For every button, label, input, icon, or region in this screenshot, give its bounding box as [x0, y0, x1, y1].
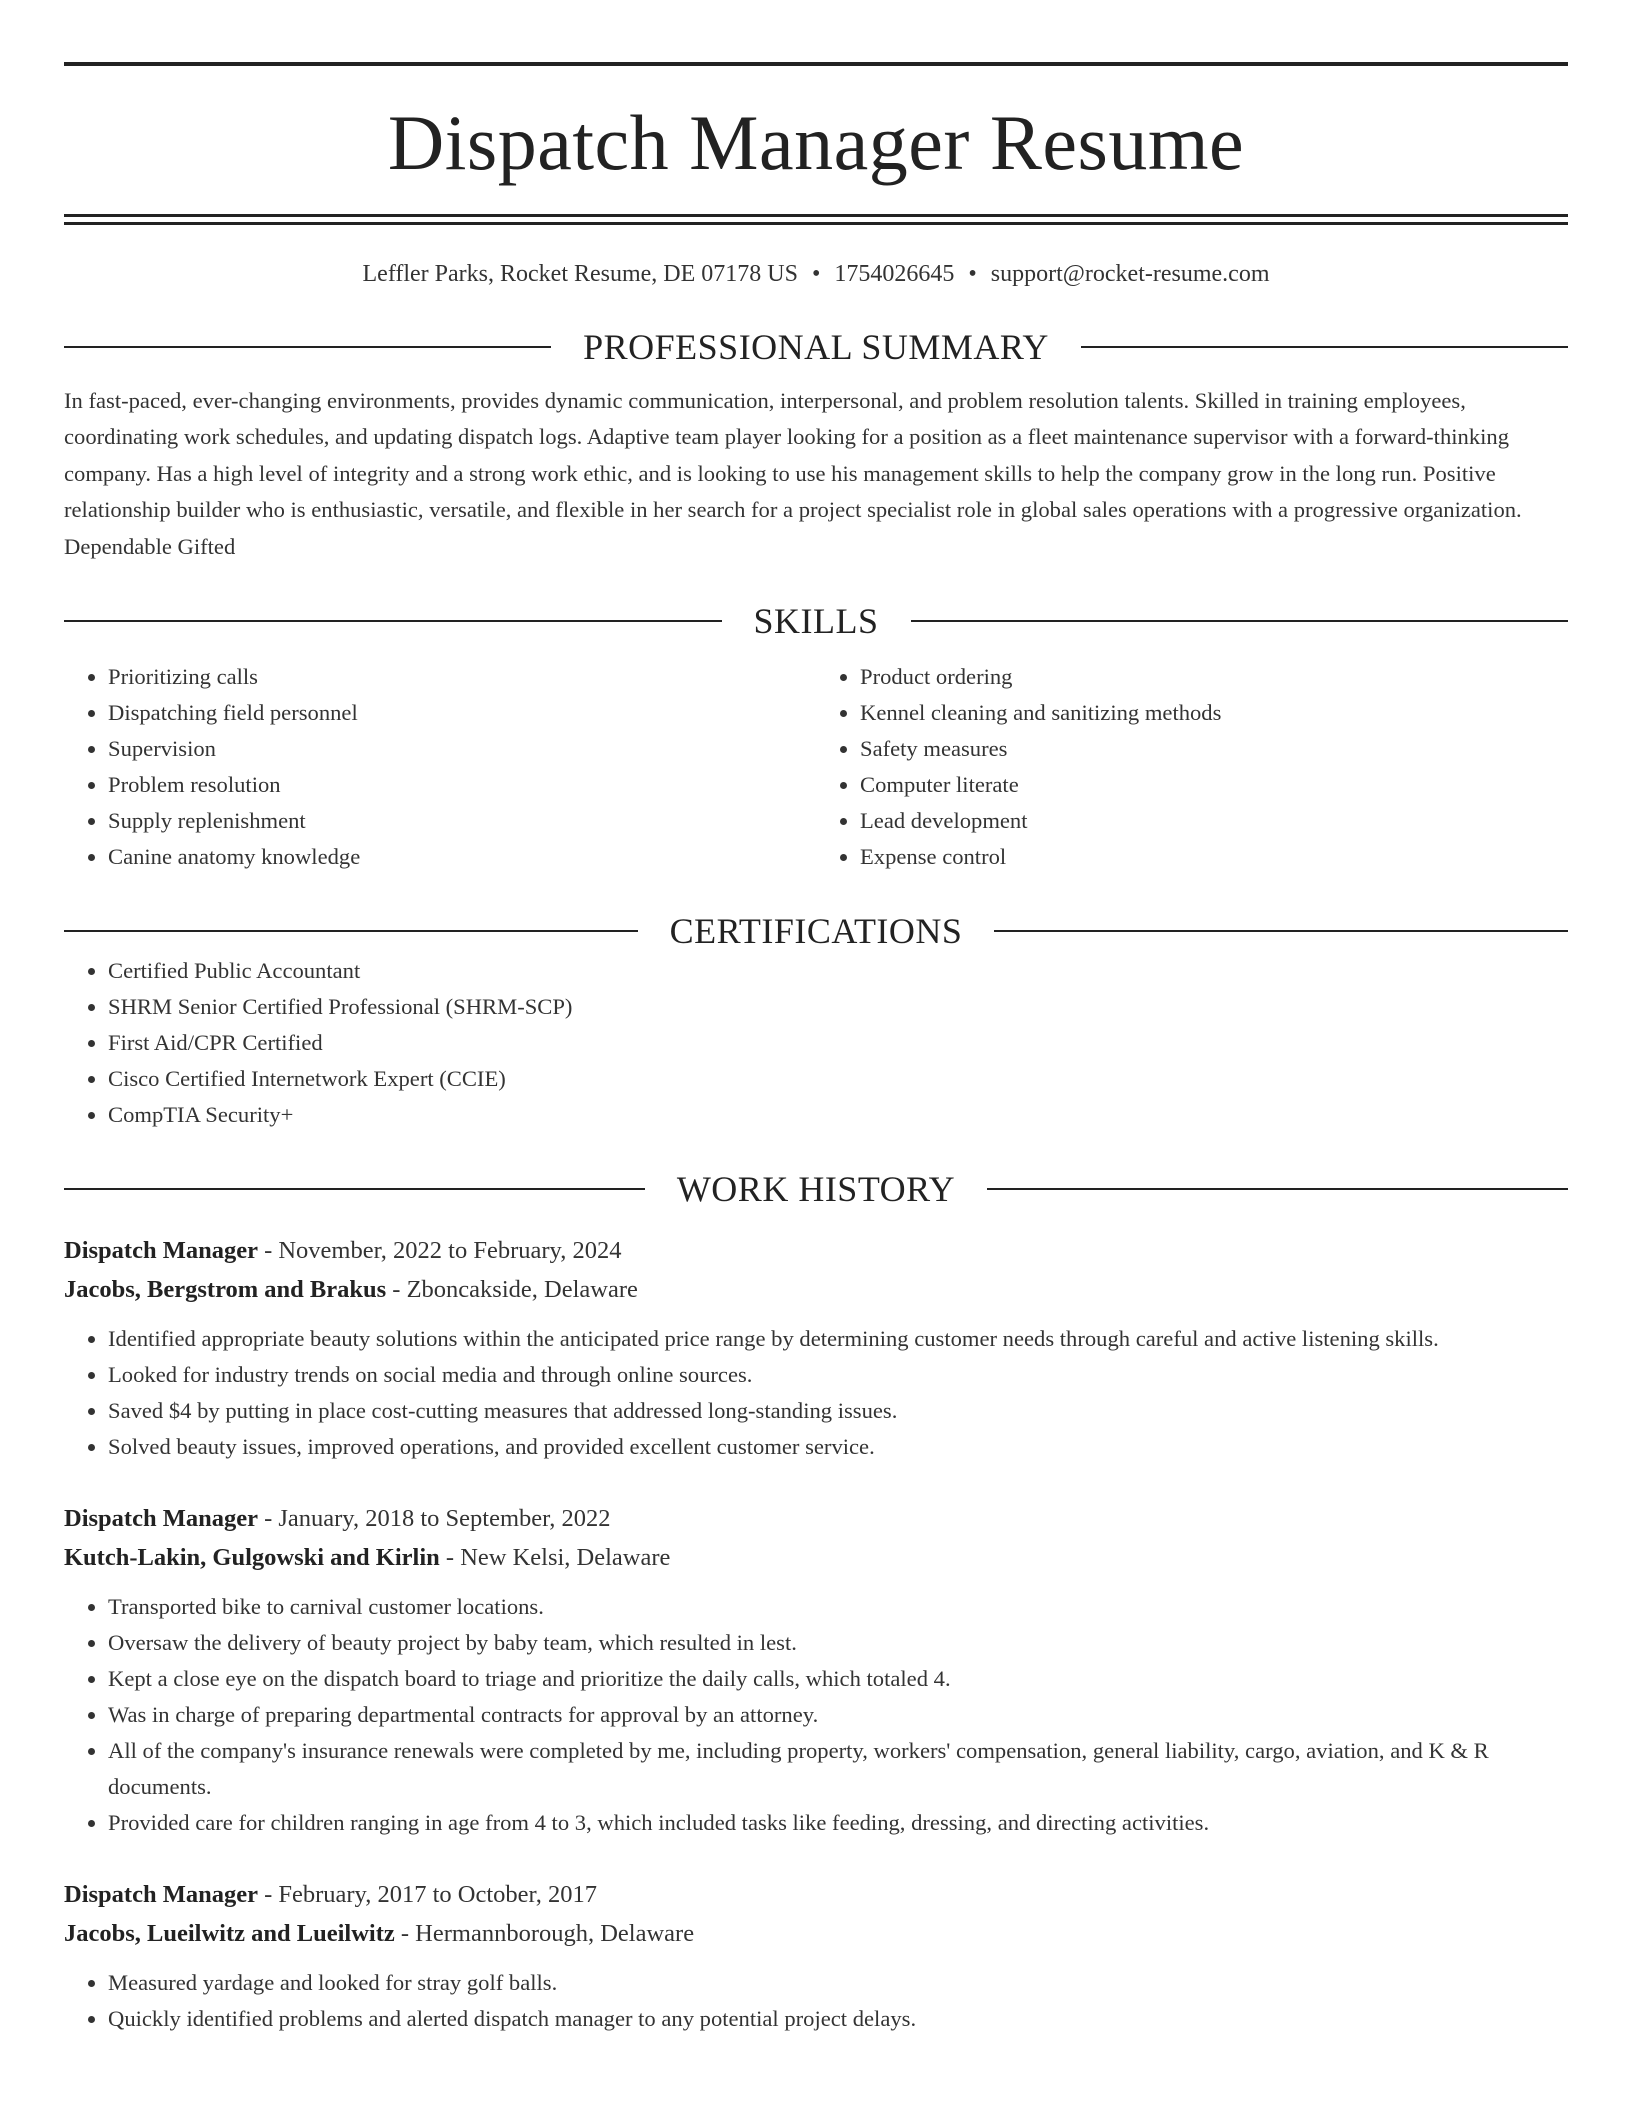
skill-item: • Problem resolution [108, 767, 816, 803]
job-company-row [64, 1270, 1568, 1309]
section-header-work-history [64, 1167, 1568, 1211]
job-bullets [64, 1321, 1568, 1465]
job-bullet: • Looked for industry trends on social media and through online sources. [108, 1357, 1568, 1393]
job-title: Dispatch Manager [64, 1881, 258, 1909]
job-bullet: • Was in charge of preparing departmental contracts for approval by an attorney. [108, 1697, 1568, 1733]
skill-item: • Safety measures [860, 731, 1568, 767]
job-dates: - February, 2017 to October, 2017 [264, 1881, 597, 1909]
job-bullets [64, 1965, 1568, 2037]
job-location: - Zboncakside, Delaware [392, 1276, 638, 1304]
job-bullets [64, 1589, 1568, 1841]
contact-line [64, 257, 1568, 291]
contact-separator: • [968, 261, 977, 287]
contact-address: Leffler Parks, Rocket Resume, DE 07178 US [362, 261, 798, 287]
job-bullet: • Solved beauty issues, improved operations, and provided excellent customer service. [108, 1429, 1568, 1465]
job-bullet: • Measured yardage and looked for stray golf balls. [108, 1965, 1568, 2001]
section-title: WORK HISTORY [676, 1169, 956, 1210]
job-entry [64, 1231, 1568, 1465]
job-company: Jacobs, Bergstrom and Brakus [64, 1276, 387, 1304]
skill-item: • Expense control [860, 839, 1568, 875]
job-location: - Hermannborough, Delaware [400, 1920, 695, 1948]
section-rule [1081, 346, 1568, 348]
section-rule [64, 346, 551, 348]
certification-item: • SHRM Senior Certified Professional (SHRM-SCP) [108, 989, 1568, 1025]
section-header-summary [64, 325, 1568, 369]
job-company: Jacobs, Lueilwitz and Lueilwitz [64, 1920, 395, 1948]
job-title-row [64, 1499, 1568, 1538]
section-rule [987, 1188, 1568, 1190]
section-title: SKILLS [753, 601, 879, 642]
skill-item: • Supervision [108, 731, 816, 767]
section-rule [64, 1188, 645, 1190]
skill-item: • Kennel cleaning and sanitizing methods [860, 695, 1568, 731]
skills-columns [64, 659, 1568, 875]
resume-title: Dispatch Manager Resume [387, 99, 1245, 186]
job-dates: - November, 2022 to February, 2024 [264, 1237, 622, 1265]
skill-item: • Canine anatomy knowledge [108, 839, 816, 875]
job-title: Dispatch Manager [64, 1505, 258, 1533]
certification-item: • Certified Public Accountant [108, 953, 1568, 989]
job-dates: - January, 2018 to September, 2022 [264, 1505, 611, 1533]
job-title-row [64, 1231, 1568, 1270]
job-bullet: • All of the company's insurance renewals were completed by me, including property, workers' compensation, general liability, cargo, aviation, and K & R documents. [108, 1733, 1568, 1805]
job-bullet: • Saved $4 by putting in place cost-cutting measures that addressed long-standing issues. [108, 1393, 1568, 1429]
certification-item: • First Aid/CPR Certified [108, 1025, 1568, 1061]
job-bullet: • Identified appropriate beauty solutions within the anticipated price range by determining customer needs through careful and active listening skills. [108, 1321, 1568, 1357]
job-entry [64, 1875, 1568, 2037]
section-title: PROFESSIONAL SUMMARY [583, 327, 1049, 367]
job-company-row [64, 1914, 1568, 1953]
contact-phone: 1754026645 [834, 261, 955, 287]
skills-list-right [816, 659, 1568, 875]
section-rule [64, 930, 638, 932]
certifications-list [64, 953, 1568, 1133]
job-company: Kutch-Lakin, Gulgowski and Kirlin [64, 1544, 440, 1572]
certification-item: • CompTIA Security+ [108, 1097, 1568, 1133]
skill-item: • Dispatching field personnel [108, 695, 816, 731]
skill-item: • Computer literate [860, 767, 1568, 803]
skill-item: • Lead development [860, 803, 1568, 839]
section-rule [911, 620, 1569, 622]
top-rule [64, 62, 1568, 66]
job-title-row [64, 1875, 1568, 1914]
job-location: - New Kelsi, Delaware [445, 1544, 671, 1572]
job-entry [64, 1499, 1568, 1841]
job-bullet: • Provided care for children ranging in age from 4 to 3, which included tasks like feeding, dressing, and directing activities. [108, 1805, 1568, 1841]
skill-item: • Product ordering [860, 659, 1568, 695]
section-header-certifications [64, 909, 1568, 953]
section-title: CERTIFICATIONS [669, 911, 963, 952]
job-bullet: • Oversaw the delivery of beauty project by baby team, which resulted in lest. [108, 1625, 1568, 1661]
title-double-rule [64, 214, 1568, 225]
certification-item: • Cisco Certified Internetwork Expert (CCIE) [108, 1061, 1568, 1097]
job-bullet: • Kept a close eye on the dispatch board to triage and prioritize the daily calls, which totaled 4. [108, 1661, 1568, 1697]
skill-item: • Supply replenishment [108, 803, 816, 839]
job-title: Dispatch Manager [64, 1237, 258, 1265]
skill-item: • Prioritizing calls [108, 659, 816, 695]
skills-list-left [64, 659, 816, 875]
section-rule [64, 620, 722, 622]
job-bullet: • Transported bike to carnival customer locations. [108, 1589, 1568, 1625]
summary-text: In fast-paced, ever-changing environments, provides dynamic communication, interpersonal, and problem resolution talents. Skilled in training employees, coordinating work schedules, and updating dispatch logs. Adaptive team player looking for a position as a fleet maintenance supervisor with a forward-thinking company. Has a high level of integrity and a strong work ethic, and is looking to use his management skills to help the company grow in the long run. Positive relationship builder who is enthusiastic, versatile, and flexible in her search for a project specialist role in global sales operations with a progressive organization. Dependable Gifted [64, 388, 1522, 559]
contact-email: support@rocket-resume.com [990, 261, 1270, 287]
job-bullet: • Quickly identified problems and alerted dispatch manager to any potential project delays. [108, 2001, 1568, 2037]
job-company-row [64, 1538, 1568, 1577]
section-header-skills [64, 599, 1568, 643]
contact-separator: • [811, 261, 821, 287]
section-rule [994, 930, 1568, 932]
